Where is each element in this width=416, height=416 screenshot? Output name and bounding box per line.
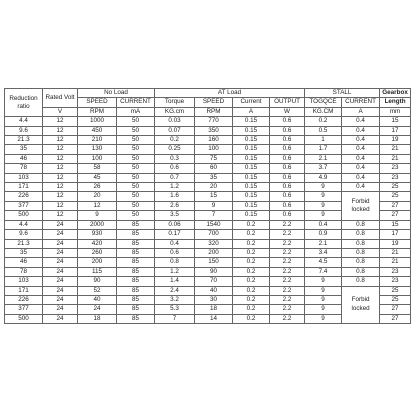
table-cell: 2.2: [270, 248, 305, 257]
unit-kgcm: KG.cm: [155, 107, 195, 116]
table-cell: 0.6: [270, 183, 305, 192]
stall-forbid-locked-note: Forbid locked: [342, 192, 380, 220]
table-cell: 60: [195, 164, 233, 173]
table-cell: 35: [5, 248, 43, 257]
table-cell: 15: [380, 117, 411, 126]
table-cell: 0.3: [155, 154, 195, 163]
table-cell: 7: [155, 314, 195, 323]
table-cell: 19: [380, 239, 411, 248]
table-row: [5, 136, 411, 145]
table-cell: 3.5: [155, 211, 195, 220]
table-cell: 21: [380, 258, 411, 267]
table-row: [5, 220, 411, 229]
at-load-current-header: Current: [233, 98, 270, 107]
table-cell: 930: [78, 230, 117, 239]
unit-a: A: [233, 107, 270, 116]
table-cell: 350: [195, 126, 233, 135]
table-cell: 1.7: [305, 145, 342, 154]
table-cell: 21: [380, 248, 411, 257]
table-cell: 2.2: [270, 230, 305, 239]
table-cell: 78: [5, 267, 43, 276]
table-cell: 24: [43, 230, 78, 239]
table-cell: 9: [305, 201, 342, 210]
table-cell: 0.6: [270, 201, 305, 210]
table-cell: 70: [195, 277, 233, 286]
table-cell: 24: [43, 295, 78, 304]
table-cell: 0.2: [233, 305, 270, 314]
table-cell: 3.2: [155, 295, 195, 304]
table-cell: 9: [305, 183, 342, 192]
table-cell: 85: [117, 305, 155, 314]
rated-volt-header: Rated Volt: [43, 89, 78, 108]
table-cell: 50: [117, 117, 155, 126]
table-cell: 50: [117, 183, 155, 192]
table-cell: 0.15: [233, 154, 270, 163]
table-cell: 2.2: [270, 277, 305, 286]
table-cell: 1: [305, 136, 342, 145]
table-cell: 9: [305, 314, 342, 323]
table-cell: 75: [195, 154, 233, 163]
table-cell: 90: [195, 267, 233, 276]
table-cell: 0.2: [233, 286, 270, 295]
table-cell: 12: [43, 145, 78, 154]
table-cell: 1.4: [155, 277, 195, 286]
table-cell: 18: [78, 314, 117, 323]
table-cell: 50: [117, 192, 155, 201]
table-cell: 0.2: [233, 248, 270, 257]
table-cell: 0.4: [342, 173, 380, 182]
table-cell: 85: [117, 277, 155, 286]
table-cell: 2.2: [270, 314, 305, 323]
table-cell: 0.6: [270, 154, 305, 163]
table-cell: 17: [380, 126, 411, 135]
table-cell: 46: [5, 258, 43, 267]
spec-table-container: [4, 88, 410, 324]
table-cell: 12: [43, 183, 78, 192]
at-load-torque-header: Torque: [155, 98, 195, 107]
table-cell: 150: [195, 258, 233, 267]
table-row: [5, 258, 411, 267]
table-cell: 85: [117, 295, 155, 304]
table-cell: 160: [195, 136, 233, 145]
table-cell: 0.5: [305, 126, 342, 135]
table-cell: 0.6: [270, 211, 305, 220]
table-cell: 171: [5, 286, 43, 295]
table-cell: 15: [195, 192, 233, 201]
table-cell: 0.4: [342, 183, 380, 192]
table-cell: 24: [43, 286, 78, 295]
table-cell: 9: [305, 286, 342, 295]
table-cell: 2000: [78, 220, 117, 229]
table-cell: 377: [5, 305, 43, 314]
no-load-header: No Load: [78, 89, 155, 98]
table-cell: 35: [5, 145, 43, 154]
table-cell: 20: [78, 192, 117, 201]
table-cell: 24: [78, 305, 117, 314]
table-cell: 12: [43, 126, 78, 135]
table-cell: 2.2: [270, 286, 305, 295]
table-cell: 0.15: [233, 136, 270, 145]
table-cell: 0.6: [155, 248, 195, 257]
table-cell: 23: [380, 173, 411, 182]
table-cell: 25: [380, 286, 411, 295]
reduction-ratio-header: Reduction ratio: [5, 89, 43, 117]
table-cell: 40: [195, 286, 233, 295]
table-cell: 115: [78, 267, 117, 276]
table-cell: 0.2: [233, 239, 270, 248]
table-cell: 320: [195, 239, 233, 248]
table-cell: 0.4: [342, 154, 380, 163]
table-cell: 2.2: [270, 220, 305, 229]
table-cell: 2.2: [270, 267, 305, 276]
table-cell: 85: [117, 258, 155, 267]
table-cell: 2.2: [270, 239, 305, 248]
table-cell: 24: [43, 220, 78, 229]
table-cell: 12: [78, 201, 117, 210]
table-cell: 0.7: [155, 173, 195, 182]
table-cell: 0.2: [305, 117, 342, 126]
at-load-header: AT Load: [155, 89, 305, 98]
table-cell: 0.8: [342, 239, 380, 248]
table-cell: 0.15: [233, 211, 270, 220]
table-cell: 50: [117, 164, 155, 173]
table-row: [5, 277, 411, 286]
table-cell: 50: [117, 173, 155, 182]
table-cell: 2.1: [305, 239, 342, 248]
table-cell: 24: [43, 258, 78, 267]
table-cell: 0.2: [233, 295, 270, 304]
table-cell: 50: [117, 145, 155, 154]
table-cell: 85: [117, 248, 155, 257]
table-cell: 0.2: [155, 136, 195, 145]
table-cell: 15: [380, 220, 411, 229]
table-cell: 0.2: [233, 277, 270, 286]
table-cell: 9: [305, 305, 342, 314]
table-row: [5, 267, 411, 276]
table-cell: 700: [195, 230, 233, 239]
table-cell: 9.6: [5, 126, 43, 135]
table-cell: 85: [117, 220, 155, 229]
table-cell: 24: [43, 305, 78, 314]
table-cell: 27: [380, 201, 411, 210]
table-cell: 12: [43, 117, 78, 126]
table-cell: 7.4: [305, 267, 342, 276]
unit-rpm: RPM: [78, 107, 117, 116]
table-cell: 1540: [195, 220, 233, 229]
at-load-speed-header: SPEED: [195, 98, 233, 107]
table-cell: 85: [117, 230, 155, 239]
table-cell: 24: [43, 277, 78, 286]
table-cell: 100: [78, 154, 117, 163]
table-cell: 0.15: [233, 183, 270, 192]
table-row: [5, 126, 411, 135]
table-cell: 0.15: [233, 201, 270, 210]
table-row: [5, 145, 411, 154]
table-cell: 0.07: [155, 126, 195, 135]
table-cell: 27: [380, 314, 411, 323]
table-cell: 4.5: [305, 258, 342, 267]
unit-rpm-load: RPM: [195, 107, 233, 116]
table-cell: 0.8: [155, 258, 195, 267]
table-cell: 0.6: [270, 164, 305, 173]
table-cell: 52: [78, 286, 117, 295]
table-row: [5, 230, 411, 239]
table-cell: 0.4: [342, 117, 380, 126]
table-row: [5, 286, 411, 295]
table-cell: 210: [78, 136, 117, 145]
table-cell: 200: [78, 258, 117, 267]
table-cell: 260: [78, 248, 117, 257]
table-cell: 7: [195, 211, 233, 220]
table-cell: 3.4: [305, 248, 342, 257]
table-cell: 500: [5, 211, 43, 220]
table-cell: 90: [78, 277, 117, 286]
stall-current-header: CURRENT: [342, 98, 380, 107]
table-cell: 450: [78, 126, 117, 135]
table-cell: 1000: [78, 117, 117, 126]
table-cell: 0.9: [305, 230, 342, 239]
table-cell: 103: [5, 173, 43, 182]
gearbox-header: Gearbox: [380, 89, 411, 98]
table-cell: 226: [5, 192, 43, 201]
table-row: [5, 192, 411, 201]
table-cell: 23: [380, 164, 411, 173]
table-cell: 0.2: [233, 258, 270, 267]
table-cell: 0.8: [342, 258, 380, 267]
table-cell: 130: [78, 145, 117, 154]
table-cell: 45: [78, 173, 117, 182]
table-cell: 50: [117, 136, 155, 145]
table-cell: 0.2: [233, 220, 270, 229]
table-cell: 40: [78, 295, 117, 304]
at-load-output-header: OUTPUT: [270, 98, 305, 107]
table-cell: 85: [117, 314, 155, 323]
table-cell: 103: [5, 277, 43, 286]
table-cell: 20: [195, 183, 233, 192]
table-cell: 19: [380, 136, 411, 145]
spec-table-body: [5, 117, 411, 324]
table-cell: 0.6: [270, 117, 305, 126]
unit-w: W: [270, 107, 305, 116]
table-cell: 78: [5, 164, 43, 173]
table-cell: 50: [117, 211, 155, 220]
table-cell: 24: [43, 239, 78, 248]
table-cell: 9: [78, 211, 117, 220]
table-cell: 0.6: [270, 192, 305, 201]
table-cell: 4.4: [5, 220, 43, 229]
stall-header: STALL: [305, 89, 380, 98]
table-cell: 2.2: [270, 305, 305, 314]
table-row: [5, 173, 411, 182]
table-cell: 500: [5, 314, 43, 323]
table-cell: 2.6: [155, 201, 195, 210]
table-cell: 2.2: [270, 258, 305, 267]
table-cell: 9: [305, 211, 342, 220]
table-cell: 85: [117, 239, 155, 248]
table-cell: 9: [305, 277, 342, 286]
table-row: [5, 183, 411, 192]
table-cell: 0.2: [233, 230, 270, 239]
table-cell: 50: [117, 154, 155, 163]
table-cell: 12: [43, 164, 78, 173]
unit-ma: mA: [117, 107, 155, 116]
table-cell: 9.6: [5, 230, 43, 239]
table-cell: 23: [380, 277, 411, 286]
table-cell: 12: [43, 192, 78, 201]
table-cell: 9: [195, 201, 233, 210]
table-cell: 0.8: [342, 267, 380, 276]
table-cell: 24: [43, 267, 78, 276]
table-cell: 12: [43, 201, 78, 210]
table-cell: 0.2: [233, 267, 270, 276]
no-load-speed-header: SPEED: [78, 98, 117, 107]
table-cell: 0.4: [155, 239, 195, 248]
unit-volt: V: [43, 107, 78, 116]
table-cell: 0.4: [342, 126, 380, 135]
table-cell: 2.2: [270, 295, 305, 304]
table-cell: 50: [117, 126, 155, 135]
table-cell: 0.06: [155, 220, 195, 229]
table-row: [5, 239, 411, 248]
table-cell: 0.8: [342, 230, 380, 239]
table-cell: 0.03: [155, 117, 195, 126]
table-cell: 23: [380, 267, 411, 276]
table-cell: 0.17: [155, 230, 195, 239]
stall-forbid-locked-note: Forbid locked: [342, 286, 380, 324]
table-cell: 50: [117, 201, 155, 210]
table-cell: 12: [43, 154, 78, 163]
stall-torque-header: TOGQCE: [305, 98, 342, 107]
table-cell: 0.15: [233, 173, 270, 182]
table-cell: 377: [5, 201, 43, 210]
table-cell: 18: [195, 305, 233, 314]
gearbox-length-header: Length: [380, 98, 411, 107]
table-cell: 0.4: [342, 164, 380, 173]
table-cell: 100: [195, 145, 233, 154]
table-cell: 0.6: [270, 145, 305, 154]
table-row: [5, 164, 411, 173]
table-cell: 12: [43, 173, 78, 182]
unit-mm: mm: [380, 107, 411, 116]
table-cell: 85: [117, 286, 155, 295]
table-cell: 58: [78, 164, 117, 173]
table-cell: 27: [380, 211, 411, 220]
table-cell: 0.25: [155, 145, 195, 154]
table-cell: 12: [43, 136, 78, 145]
table-cell: 26: [78, 183, 117, 192]
table-row: [5, 248, 411, 257]
table-cell: 35: [195, 173, 233, 182]
table-cell: 0.8: [342, 220, 380, 229]
table-cell: 9: [305, 192, 342, 201]
table-cell: 30: [195, 295, 233, 304]
table-cell: 0.4: [305, 220, 342, 229]
table-cell: 0.15: [233, 126, 270, 135]
table-cell: 5.3: [155, 305, 195, 314]
table-cell: 1.2: [155, 267, 195, 276]
table-cell: 0.6: [270, 173, 305, 182]
table-cell: 25: [380, 295, 411, 304]
table-cell: 0.4: [342, 145, 380, 154]
table-cell: 0.2: [233, 314, 270, 323]
table-cell: 0.15: [233, 117, 270, 126]
table-cell: 46: [5, 154, 43, 163]
table-cell: 21: [380, 145, 411, 154]
table-cell: 0.6: [270, 136, 305, 145]
table-cell: 1.6: [155, 192, 195, 201]
table-cell: 0.8: [342, 248, 380, 257]
table-cell: 9: [305, 295, 342, 304]
table-cell: 85: [117, 267, 155, 276]
table-cell: 0.6: [270, 126, 305, 135]
table-cell: 3.7: [305, 164, 342, 173]
table-cell: 12: [43, 211, 78, 220]
table-cell: 21.3: [5, 136, 43, 145]
table-cell: 4.4: [5, 117, 43, 126]
unit-a-stall: A: [342, 107, 380, 116]
table-cell: 1.2: [155, 183, 195, 192]
table-cell: 0.8: [342, 277, 380, 286]
table-cell: 17: [380, 230, 411, 239]
table-cell: 21: [380, 154, 411, 163]
table-cell: 24: [43, 248, 78, 257]
table-cell: 2.4: [155, 286, 195, 295]
table-cell: 171: [5, 183, 43, 192]
table-cell: 0.15: [233, 192, 270, 201]
table-cell: 25: [380, 192, 411, 201]
table-cell: 24: [43, 314, 78, 323]
unit-kgcm-stall: KG.CM: [305, 107, 342, 116]
table-cell: 4.9: [305, 173, 342, 182]
table-cell: 200: [195, 248, 233, 257]
table-cell: 27: [380, 305, 411, 314]
table-cell: 21.3: [5, 239, 43, 248]
no-load-current-header: CURRENT: [117, 98, 155, 107]
table-cell: 14: [195, 314, 233, 323]
table-row: [5, 154, 411, 163]
table-cell: 25: [380, 183, 411, 192]
table-cell: 226: [5, 295, 43, 304]
table-row: [5, 117, 411, 126]
table-cell: 420: [78, 239, 117, 248]
table-cell: 0.15: [233, 145, 270, 154]
table-cell: 0.15: [233, 164, 270, 173]
table-cell: 2.1: [305, 154, 342, 163]
table-cell: 770: [195, 117, 233, 126]
table-cell: 0.6: [155, 164, 195, 173]
motor-spec-table: [4, 88, 411, 324]
table-cell: 0.4: [342, 136, 380, 145]
